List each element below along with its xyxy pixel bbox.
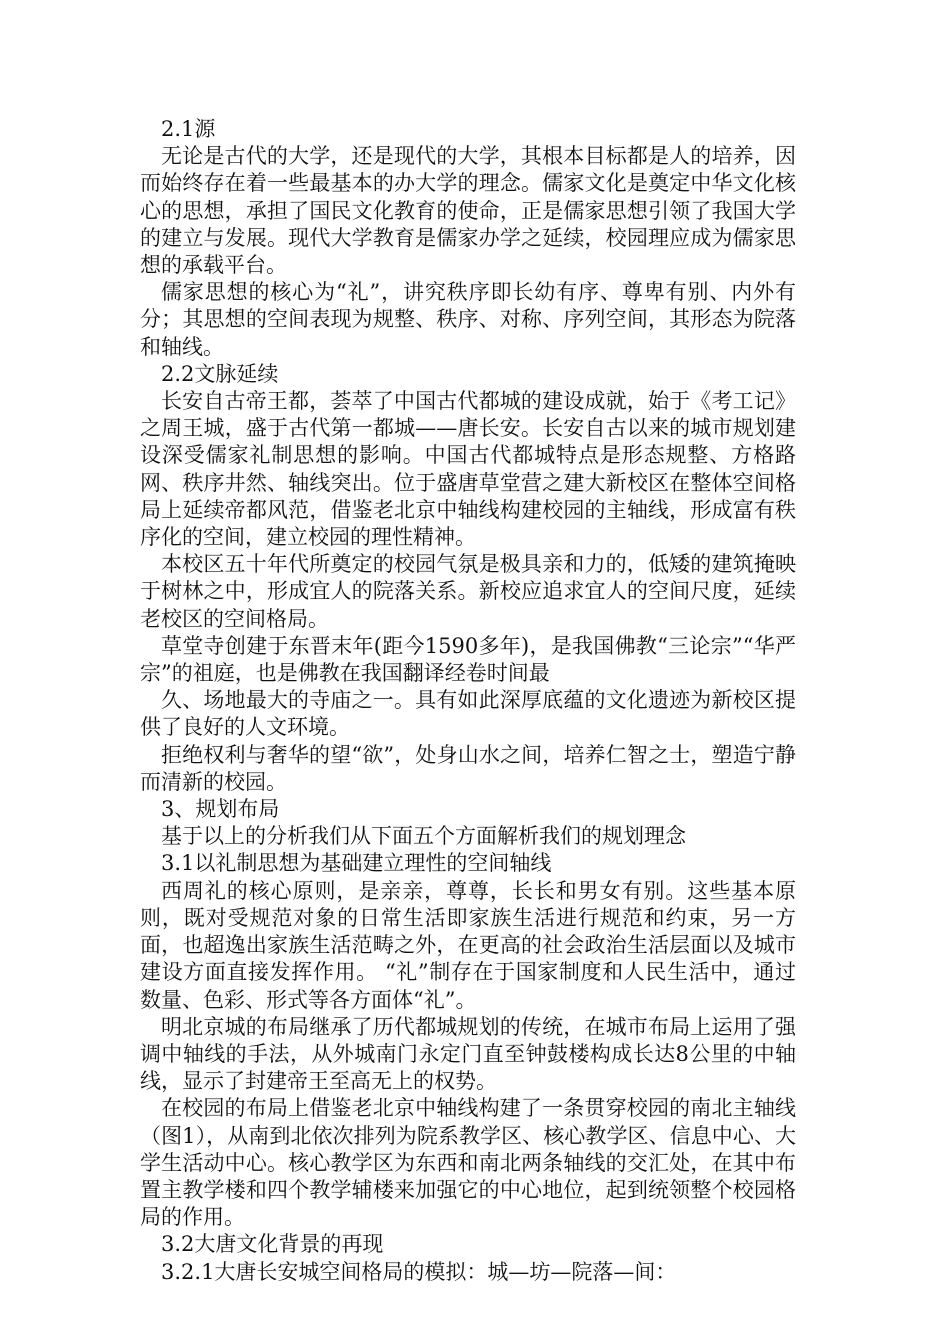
paragraph: 明北京城的布局继承了历代都城规划的传统，在城市布局上运用了强调中轴线的手法，从外城南门永定门直至钟鼓楼构成长达8公里的中轴线，显示了封建帝王至高无上的权势。 (140, 1014, 796, 1094)
paragraph: 基于以上的分析我们从下面五个方面解析我们的规划理念 (161, 824, 686, 849)
paragraph: 拒绝权利与奢华的望“欲”，处身山水之间，培养仁智之士，塑造宁静而清新的校园。 (140, 742, 796, 794)
section-heading-3: 3、规划布局 (161, 797, 280, 822)
section-heading-3-1: 3.1以礼制思想为基础建立理性的空间轴线 (161, 851, 552, 876)
section-heading-2-2: 2.2文脉延续 (161, 361, 279, 386)
paragraph: 本校区五十年代所奠定的校园气氛是极具亲和力的，低矮的建筑掩映于树林之中，形成宜人的院落关系。新校应追求宜人的空间尺度，延续老校区的空间格局。 (140, 552, 796, 631)
section-heading-3-2: 3.2大唐文化背景的再现 (161, 1232, 384, 1257)
paragraph: 草堂寺创建于东晋末年(距今1590多年)，是我国佛教“三论宗”“华严宗”的祖庭，也是佛教在我国翻译经卷时间最 (140, 633, 796, 686)
paragraph: 儒家思想的核心为“礼”，讲究秩序即长幼有序、尊卑有别、内外有分；其思想的空间表现为规整、秩序、对称、序列空间，其形态为院落和轴线。 (140, 280, 796, 359)
paragraph: 西周礼的核心原则，是亲亲，尊尊，长长和男女有别。这些基本原则，既对受规范对象的日常生活即家族生活进行规范和约束，另一方面，也超逸出家族生活范畴之外，在更高的社会政治生活层面以及城市建设方面直接发挥作用。 “礼”制存在于国家制度和人民生活中，通过数量、色彩、形式等各方面体“礼”。 (140, 878, 796, 1012)
section-heading-3-2-1: 3.2.1大唐长安城空间格局的模拟：城—坊—院落—间： (161, 1259, 677, 1284)
paragraph: 无论是古代的大学，还是现代的大学，其根本目标都是人的培养，因而始终存在着一些最基本的办大学的理念。儒家文化是奠定中华文化核心的思想，承担了国民文化教育的使命，正是儒家思想引领了我国大学的建立与发展。现代大学教育是儒家办学之延续，校园理应成为儒家思想的承载平台。 (140, 144, 796, 278)
section-heading-2-1: 2.1源 (161, 117, 216, 141)
paragraph: 长安自古帝王都，荟萃了中国古代都城的建设成就，始于《考工记》之周王城，盛于古代第一都城——唐长安。长安自古以来的城市规划建设深受儒家礼制思想的影响。中国古代都城特点是形态规整、方格路网、秩序井然、轴线突出。位于盛唐草堂营之建大新校区在整体空间格局上延续帝都风范，借鉴老北京中轴线构建校园的主轴线，形成富有秩序化的空间，建立校园的理性精神。 (140, 389, 796, 550)
document-body (140, 116, 796, 1286)
paragraph: 在校园的布局上借鉴老北京中轴线构建了一条贯穿校园的南北主轴线（图1），从南到北依次排列为院系教学区、核心教学区、信息中心、大学生活动中心。核心教学区为东西和南北两条轴线的交汇处，在其中布置主教学楼和四个教学辅楼来加强它的中心地位，起到统领整个校园格局的作用。 (140, 1096, 796, 1230)
paragraph: 久、场地最大的寺庙之一。具有如此深厚底蕴的文化遗迹为新校区提供了良好的人文环境。 (140, 688, 796, 740)
